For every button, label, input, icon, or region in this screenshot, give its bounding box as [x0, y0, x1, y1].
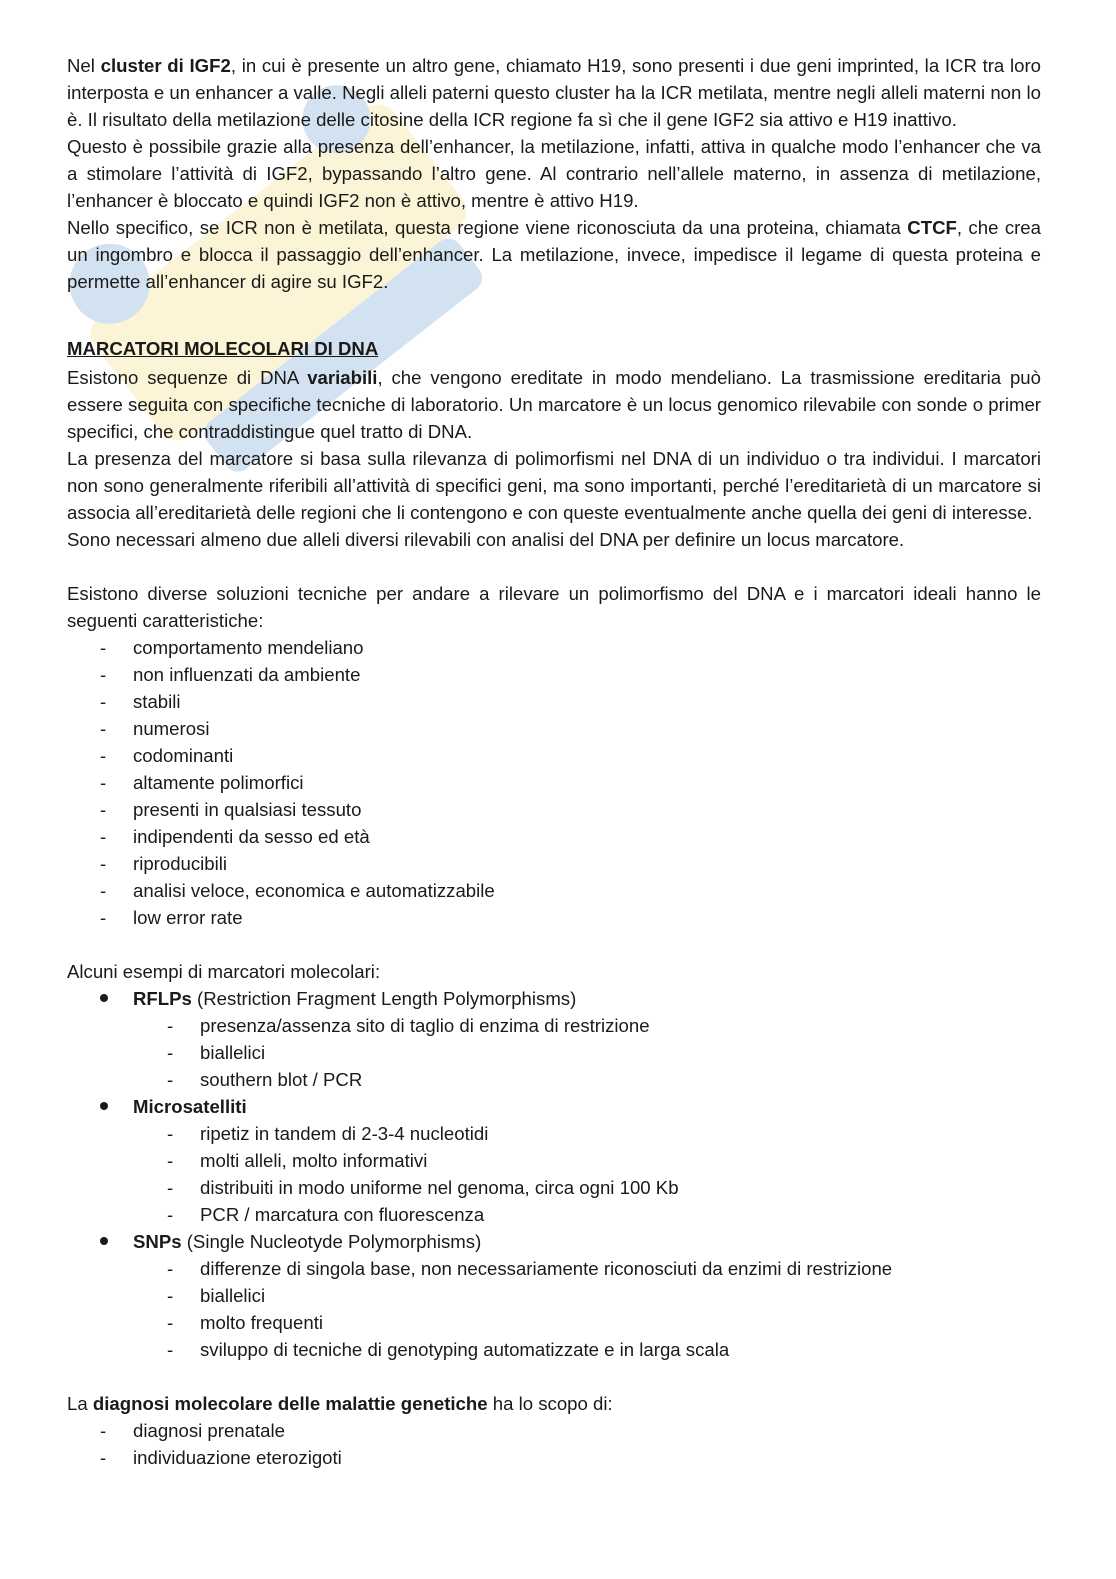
paragraph-igf2-cluster: Nel cluster di IGF2, in cui è presente un altro gene, chiamato H19, sono presenti i due geni imprinted, la ICR tra loro interposta e un enhancer a valle. Negli alleli paterni questo cluster ha la ICR metilata, mentre negli alleli materni non lo è. Il risultato della metilazione delle citosine della ICR regione fa sì che il gene IGF2 sia attivo e H19 inattivo.	[67, 55, 1041, 130]
list-item: - PCR / marcatura con fluorescenza	[133, 1201, 1041, 1228]
paragraph-polymorphisms: La presenza del marcatore si basa sulla rilevanza di polimorfismi nel DNA di un individuo o tra individui. I marcatori non sono generalmente riferibili all’attività di specifici geni, ma sono importanti, perché l’ereditarietà di un marcatore si associa all’ereditarietà delle regioni che li contengono e con queste eventualmente anche quella dei geni di interesse.	[67, 448, 1041, 523]
list-item: - low error rate	[67, 904, 1041, 931]
bullet-icon	[100, 1102, 108, 1110]
paragraph-enhancer: Questo è possibile grazie alla presenza dell’enhancer, la metilazione, infatti, attiva in qualche modo l’enhancer che va a stimolare l’attività di IGF2, bypassando l’altro gene. Al contrario nell’allele materno, in assenza di metilazione, l’enhancer è bloccato e quindi IGF2 non è attivo, mentre è attivo H19.	[67, 136, 1041, 211]
list-item: - indipendenti da sesso ed età	[67, 823, 1041, 850]
document-page	[67, 52, 1041, 1471]
list-item: - molti alleli, molto informativi	[133, 1147, 1041, 1174]
section-heading: MARCATORI MOLECOLARI DI DNA	[67, 338, 379, 359]
list-item: - comportamento mendeliano	[67, 634, 1041, 661]
list-item: - stabili	[67, 688, 1041, 715]
paragraph-alleles: Sono necessari almeno due alleli diversi rilevabili con analisi del DNA per definire un locus marcatore.	[67, 529, 905, 550]
paragraph-ctcf: Nello specifico, se ICR non è metilata, questa regione viene riconosciuta da una proteina, chiamata CTCF, che crea un ingombro e blocca il passaggio dell’enhancer. La metilazione, invece, impedisce il legame di questa proteina e permette all’enhancer di agire su IGF2.	[67, 217, 1041, 292]
list-item: - ripetiz in tandem di 2-3-4 nucleotidi	[133, 1120, 1041, 1147]
characteristics-list	[67, 634, 1041, 931]
list-item: - analisi veloce, economica e automatizzabile	[67, 877, 1041, 904]
marker-microsatelliti: Microsatelliti - ripetiz in tandem di 2-3-4 nucleotidi - molti alleli, molto informativi - distribuiti in modo uniforme nel genoma, circa ogni 100 Kb - PCR / marcatura con fluorescenza	[67, 1093, 1041, 1228]
list-item: - southern blot / PCR	[133, 1066, 1041, 1093]
list-item: - biallelici	[133, 1282, 1041, 1309]
markers-list	[67, 985, 1041, 1363]
marker-rflps: RFLPs (Restriction Fragment Length Polymorphisms) - presenza/assenza sito di taglio di enzima di restrizione - biallelici - southern blot / PCR	[67, 985, 1041, 1093]
list-item: - presenza/assenza sito di taglio di enzima di restrizione	[133, 1012, 1041, 1039]
list-item: - riproducibili	[67, 850, 1041, 877]
bullet-icon	[100, 1237, 108, 1245]
list-item: - individuazione eterozigoti	[67, 1444, 1041, 1471]
list-item: - numerosi	[67, 715, 1041, 742]
marker-snps: SNPs (Single Nucleotyde Polymorphisms) - differenze di singola base, non necessariamente riconosciuti da enzimi di restrizione - biallelici - molto frequenti - sviluppo di tecniche di genotyping automatizzate e in larga scala	[67, 1228, 1041, 1363]
bullet-icon	[100, 994, 108, 1002]
list-item: - altamente polimorfici	[67, 769, 1041, 796]
paragraph-diagnosis: La diagnosi molecolare delle malattie genetiche ha lo scopo di:	[67, 1393, 613, 1414]
paragraph-characteristics-intro: Esistono diverse soluzioni tecniche per andare a rilevare un polimorfismo del DNA e i marcatori ideali hanno le seguenti caratteristiche:	[67, 583, 1041, 631]
list-item: - biallelici	[133, 1039, 1041, 1066]
diagnosis-list	[67, 1417, 1041, 1471]
list-item: - presenti in qualsiasi tessuto	[67, 796, 1041, 823]
marker-subitems	[133, 1120, 1041, 1228]
list-item: - sviluppo di tecniche di genotyping automatizzate e in larga scala	[133, 1336, 1041, 1363]
marker-subitems	[133, 1012, 1041, 1093]
paragraph-variable-sequences: Esistono sequenze di DNA variabili, che vengono ereditate in modo mendeliano. La trasmissione ereditaria può essere seguita con specifiche tecniche di laboratorio. Un marcatore è un locus genomico rilevabile con sonde o primer specifici, che contraddistingue quel tratto di DNA.	[67, 367, 1041, 442]
list-item: - molto frequenti	[133, 1309, 1041, 1336]
list-item: - differenze di singola base, non necessariamente riconosciuti da enzimi di restrizione	[133, 1255, 1041, 1282]
list-item: - diagnosi prenatale	[67, 1417, 1041, 1444]
paragraph-examples-intro: Alcuni esempi di marcatori molecolari:	[67, 961, 381, 982]
marker-subitems	[133, 1255, 1041, 1363]
list-item: - non influenzati da ambiente	[67, 661, 1041, 688]
list-item: - distribuiti in modo uniforme nel genoma, circa ogni 100 Kb	[133, 1174, 1041, 1201]
list-item: - codominanti	[67, 742, 1041, 769]
